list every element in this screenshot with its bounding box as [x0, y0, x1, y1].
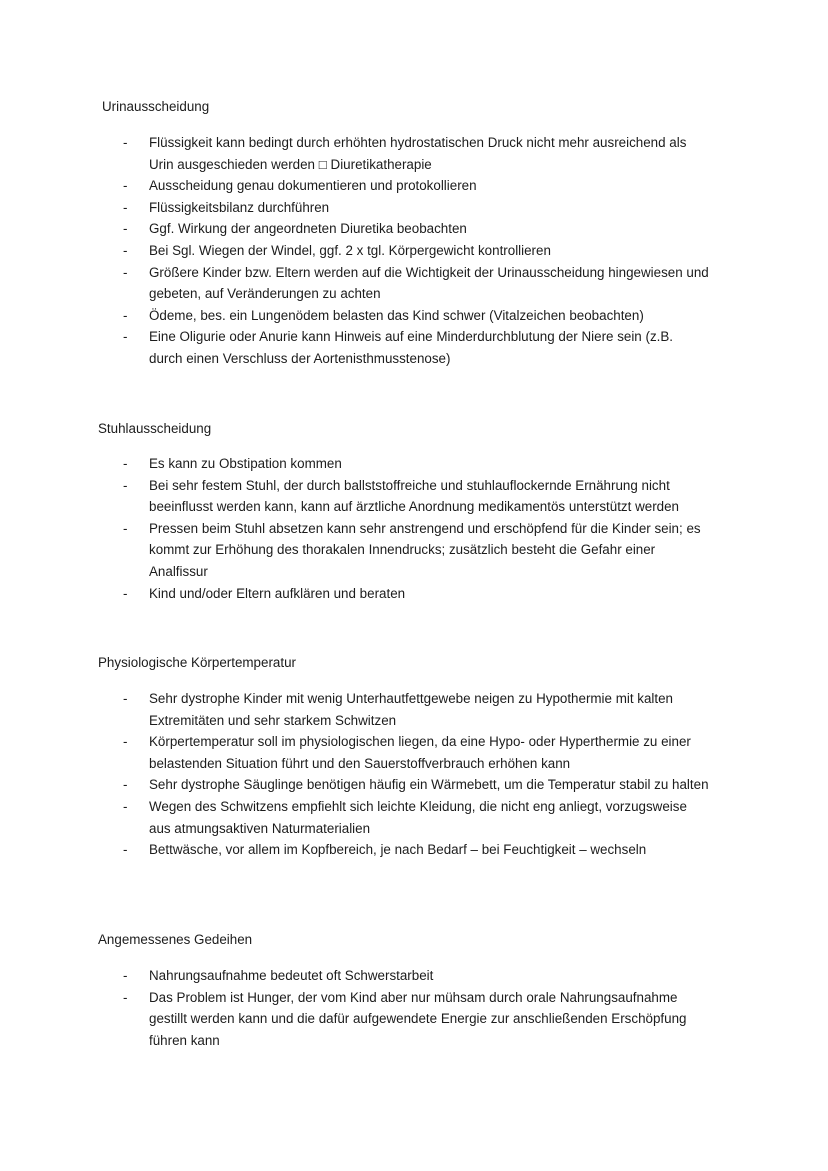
list-item	[0, 796, 709, 839]
list-item	[0, 965, 709, 987]
bullet-list	[0, 132, 828, 370]
bullet-list	[0, 965, 828, 1051]
list-item-text: Sehr dystrophe Säuglinge benötigen häufig ein Wärmebett, um die Temperatur stabil zu halten	[149, 777, 709, 793]
list-item-text: Körpertemperatur soll im physiologischen liegen, da eine Hypo- oder Hyperthermie zu einer belastenden Situation führt und den Sauerstoffverbrauch erhöhen kann	[149, 734, 691, 771]
bullet-dash: -	[123, 329, 128, 345]
bullet-dash: -	[123, 199, 128, 215]
list-item-text: Eine Oligurie oder Anurie kann Hinweis auf eine Minderdurchblutung der Niere sein (z.B. durch einen Verschluss der Aortenisthmusstenose)	[149, 329, 674, 366]
list-item-text: Bettwäsche, vor allem im Kopfbereich, je nach Bedarf – bei Feuchtigkeit – wechseln	[149, 842, 647, 858]
list-item-text: Es kann zu Obstipation kommen	[149, 456, 342, 471]
list-item-text: Größere Kinder bzw. Eltern werden auf die Wichtigkeit der Urinausscheidung hingewiesen und gebeten, auf Veränderungen zu achten	[149, 264, 709, 302]
list-item	[0, 240, 709, 262]
bullet-dash: -	[123, 520, 128, 536]
bullet-dash: -	[123, 842, 128, 858]
bullet-dash: -	[123, 264, 128, 280]
bullet-dash: -	[123, 777, 128, 793]
list-item	[0, 305, 709, 327]
list-item	[0, 132, 709, 175]
list-item-text: Wegen des Schwitzens empfiehlt sich leichte Kleidung, die nicht eng anliegt, vorzugsweise aus atmungsaktiven Naturmaterialien	[149, 798, 687, 836]
list-item	[0, 197, 709, 219]
list-item-text: Ödeme, bes. ein Lungenödem belasten das Kind schwer (Vitalzeichen beobachten)	[149, 307, 644, 323]
list-item	[0, 774, 709, 796]
list-item	[0, 731, 709, 774]
list-item-text: Bei Sgl. Wiegen der Windel, ggf. 2 x tgl. Körpergewicht kontrollieren	[149, 242, 551, 258]
bullet-dash: -	[123, 456, 128, 471]
bullet-dash: -	[123, 968, 128, 983]
list-item-text: Ggf. Wirkung der angeordneten Diuretika beobachten	[149, 221, 467, 237]
bullet-list	[0, 688, 828, 861]
list-item-text: Das Problem ist Hunger, der vom Kind aber nur mühsam durch orale Nahrungsaufnahme gestillt werden kann und die dafür aufgewendete Energie zur anschließenden Erschöpfung führen kann	[149, 989, 687, 1048]
section-title: Stuhlausscheidung	[98, 421, 212, 436]
list-item	[0, 326, 709, 369]
bullet-dash: -	[123, 734, 128, 750]
list-item-text: Nahrungsaufnahme bedeutet oft Schwerstarbeit	[149, 968, 434, 983]
list-item-text: Pressen beim Stuhl absetzen kann sehr anstrengend und erschöpfend für die Kinder sein; es kommt zur Erhöhung des thorakalen Innendrucks; zusätzlich besteht die Gefahr einer Analfissur	[149, 520, 701, 579]
bullet-dash: -	[123, 242, 128, 258]
list-item	[0, 688, 709, 731]
list-item	[0, 453, 709, 475]
list-item	[0, 475, 709, 518]
list-item-text: Ausscheidung genau dokumentieren und protokollieren	[149, 178, 477, 194]
section-title: Angemessenes Gedeihen	[98, 932, 253, 947]
list-item-text: Bei sehr festem Stuhl, der durch ballststoffreiche und stuhlauflockernde Ernährung nicht beeinflusst werden kann, kann auf ärztliche Anordnung medikamentös unterstützt werden	[149, 477, 679, 515]
list-item	[0, 175, 709, 197]
list-item	[0, 218, 709, 240]
bullet-dash: -	[123, 585, 128, 601]
bullet-dash: -	[123, 221, 128, 237]
list-item	[0, 518, 709, 583]
bullet-dash: -	[123, 178, 128, 194]
list-item-text: Flüssigkeit kann bedingt durch erhöhten hydrostatischen Druck nicht mehr ausreichend als Urin ausgeschieden werden □ Diuretikatherapie	[149, 135, 687, 172]
bullet-dash: -	[123, 798, 128, 814]
section-title: Urinausscheidung	[102, 99, 210, 114]
list-item-text: Kind und/oder Eltern aufklären und beraten	[149, 585, 406, 601]
list-item	[0, 583, 709, 605]
bullet-dash: -	[123, 691, 128, 706]
bullet-dash: -	[123, 135, 128, 150]
list-item	[0, 987, 709, 1052]
bullet-list	[0, 453, 828, 604]
bullet-dash: -	[123, 989, 128, 1005]
list-item-text: Flüssigkeitsbilanz durchführen	[149, 199, 330, 215]
bullet-dash: -	[123, 307, 128, 323]
section-title: Physiologische Körpertemperatur	[98, 655, 296, 670]
list-item-text: Sehr dystrophe Kinder mit wenig Unterhautfettgewebe neigen zu Hypothermie mit kalten Extremitäten und sehr starkem Schwitzen	[149, 691, 674, 728]
bullet-dash: -	[123, 477, 128, 493]
list-item	[0, 262, 709, 305]
list-item	[0, 839, 709, 861]
